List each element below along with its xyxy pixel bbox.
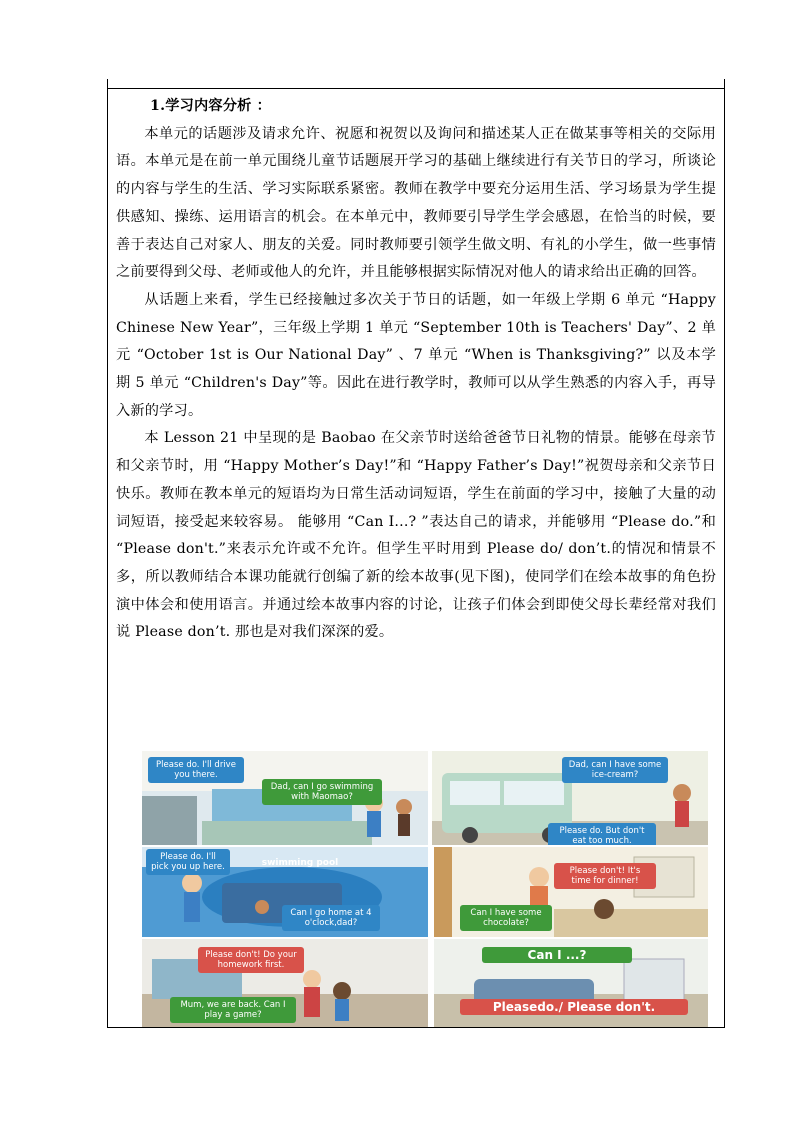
comic-panel-3 (142, 847, 428, 937)
comic-panel-4 (434, 847, 708, 937)
panel-3-sign: swimming pool (261, 858, 339, 868)
panel-5-bubble-boy: Mum, we are back. Can I play a game? (170, 997, 296, 1023)
panel-2-bubble-boy: Dad, can I have some ice-cream? (562, 757, 668, 783)
panel-6-bubble-answer: Pleasedo./ Please don't. (460, 999, 688, 1015)
paragraph-2: 从话题上来看，学生已经接触过多次关于节日的话题，如一年级上学期 6 单元 “Happy Chinese New Year”，三年级上学期 1 单元 “September 10th is Teachers' Day”、2 单元 “October 1st is Our National Day” 、7 单元 “When is Thanksgiving?” 以及本学期 5 单元 “Children's Day”等。因此在进行教学时，教师可以从学生熟悉的内容入手，再导入新的学习。 (116, 291, 716, 419)
panel-3-bubble-dad: Please do. I'll pick you up here. (146, 849, 230, 875)
comic-panel-1 (142, 751, 428, 845)
panel-2-bubble-dad: Please do. But don't eat too much. (548, 823, 656, 845)
comic-panel-6 (434, 939, 708, 1027)
paragraph-3: 本 Lesson 21 中呈现的是 Baobao 在父亲节时送给爸爸节日礼物的情景。能够在母亲节和父亲节时，用 “Happy Mother’s Day!”和 “Happy Father’s Day!”祝贺母亲和父亲节日快乐。教师在教本单元的短语均为日常生活动词短语，学生在前面的学习中，接触了大量的动词短语，接受起来较容易。 能够用 “Can I...? ”表达自己的请求，并能够用 “Please do.”和 “Please don't.”来表示允许或不允许。但学生平时用到 Please do/ don’t.的情况和情景不多，所以教师结合本课功能就行创编了新的绘本故事(见下图)，使同学们在绘本故事的角色扮演中体会和使用语言。并通过绘本故事内容的讨论，让孩子们体会到即使父母长辈经常对我们说 Please don’t. 那也是对我们深深的爱。 (116, 430, 716, 641)
panel-4-bubble-boy: Can I have some chocolate? (460, 905, 552, 931)
paragraph-1: 本单元的话题涉及请求允许、祝愿和祝贺以及询问和描述某人正在做某事等相关的交际用语。本单元是在前一单元围绕儿童节话题展开学习的基础上继续进行有关节日的学习，所谈论的内容与学生的生活、学习实际联系紧密。教师在教学中要充分运用生活、学习场景为学生提供感知、操练、运用语言的机会。在本单元中，教师要引导学生学会感恩，在恰当的时候，要善于表达自己对家人、朋友的关爱。同时教师要引领学生做文明、有礼的小学生，做一些事情之前要得到父母、老师或他人的允许，并且能够根据实际情况对他人的请求给出正确的回答。 (116, 125, 716, 281)
panel-3-bubble-boy: Can I go home at 4 o'clock,dad? (282, 905, 380, 931)
content-table-cell (107, 88, 725, 1028)
panel-1-bubble-boy: Dad, can I go swimming with Maomao? (262, 779, 382, 805)
panel-4-bubble-mom: Please don't! It's time for dinner! (554, 863, 656, 889)
comic-panel-5 (142, 939, 428, 1027)
analysis-section (116, 93, 716, 647)
panel-5-bubble-mom: Please don't! Do your homework first. (198, 947, 304, 973)
panel-6-bubble-question: Can I ...? (482, 947, 632, 963)
section-heading: 1.学习内容分析 ： (150, 98, 272, 114)
comic-illustration (142, 751, 708, 1027)
comic-panel-2 (432, 751, 708, 845)
panel-1-bubble-dad: Please do. I'll drive you there. (148, 757, 244, 783)
